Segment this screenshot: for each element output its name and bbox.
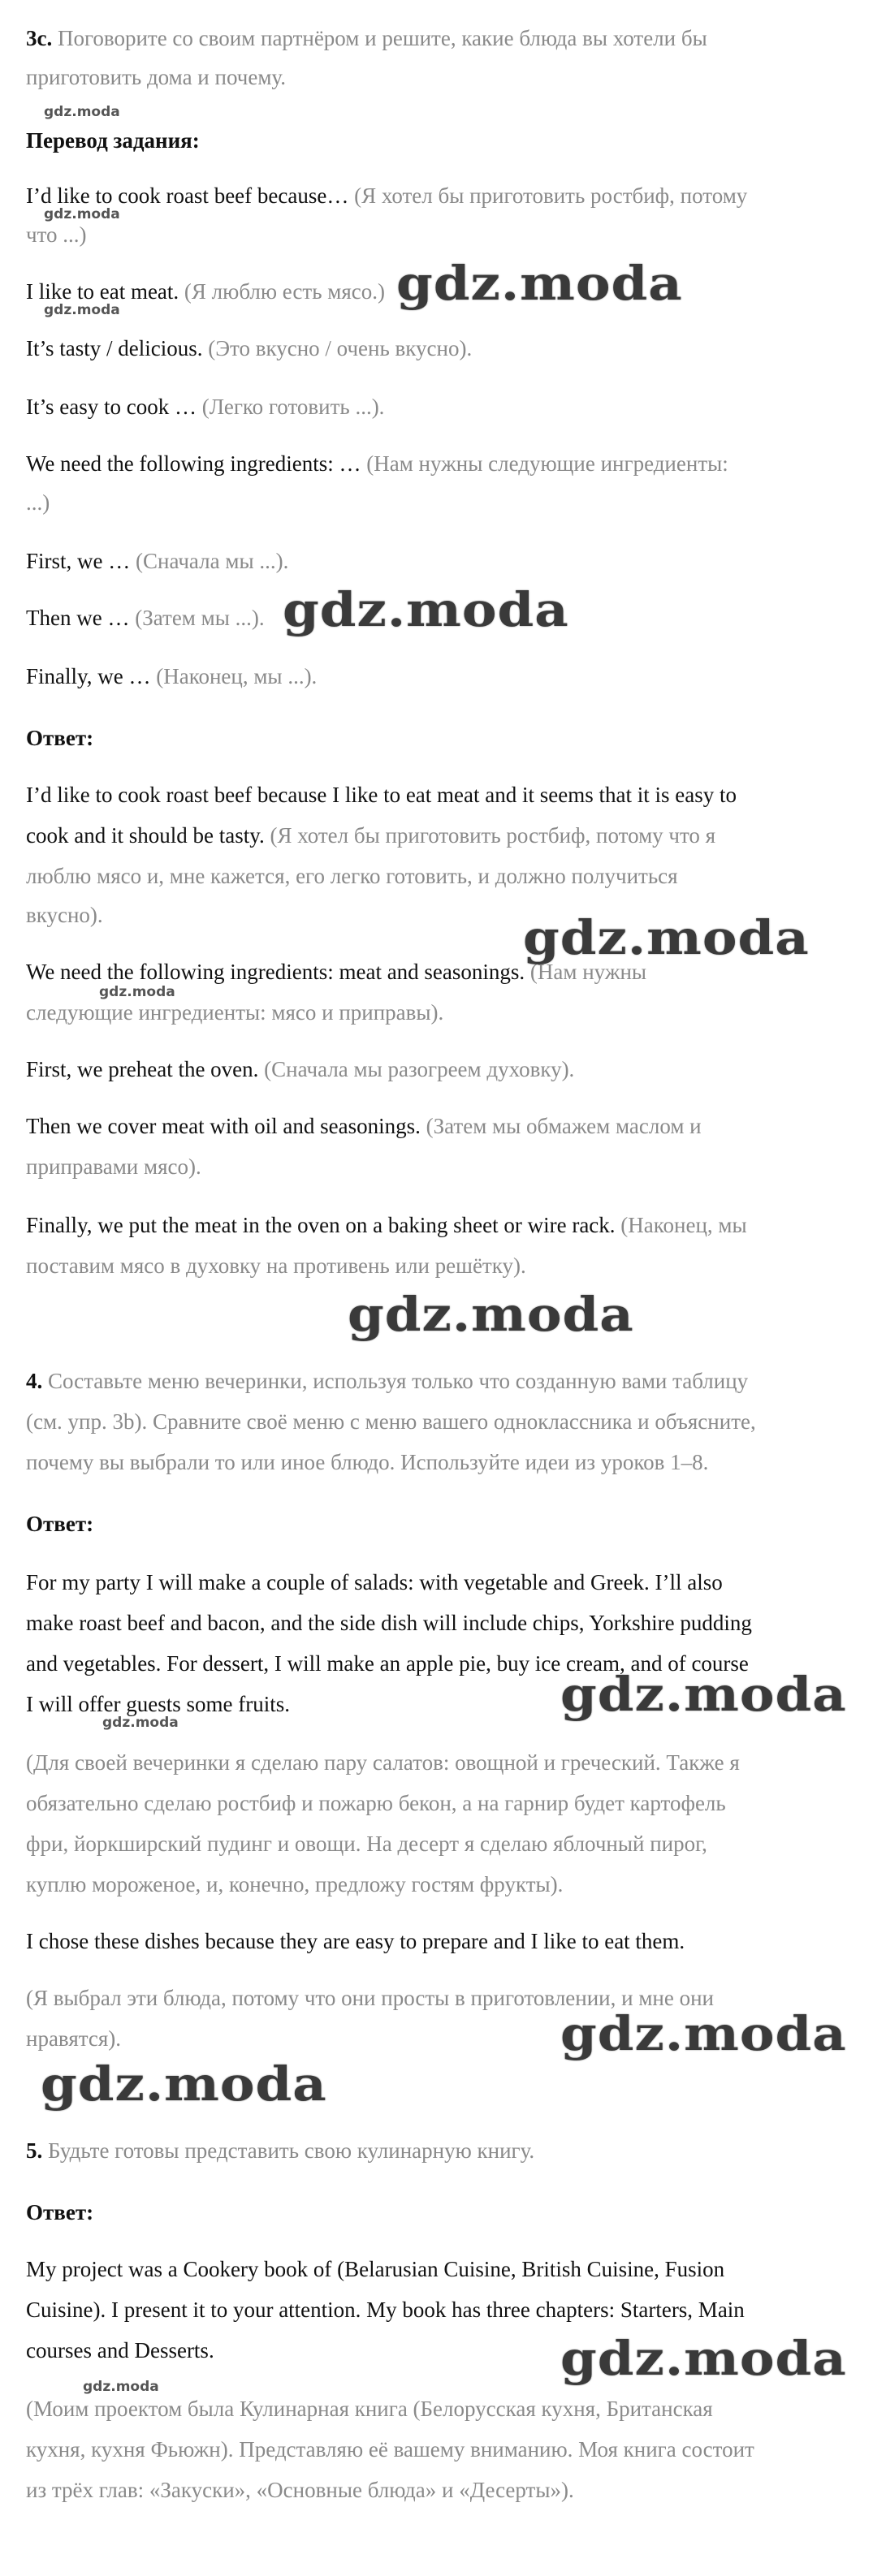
- phrase-en: Finally, we …: [26, 664, 151, 688]
- phrase-ru: (Затем мы ...).: [135, 606, 265, 630]
- phrase-en: It’s easy to cook …: [26, 395, 197, 419]
- answer-ru: куплю мороженое, и, конечно, предложу гостям фрукты).: [26, 1872, 564, 1896]
- task-text: приготовить дома и почему.: [26, 65, 286, 89]
- task-number: 5.: [26, 2138, 43, 2163]
- answer-ru: следующие ингредиенты: мясо и приправы).: [26, 1000, 444, 1025]
- phrase-line: [26, 604, 265, 632]
- answer-line: and vegetables. For dessert, I will make an apple pie, buy ice cream, and of course: [26, 1651, 749, 1676]
- phrase-ru: (Сначала мы ...).: [136, 549, 289, 573]
- phrase-line: [26, 334, 472, 362]
- watermark: gdz.moda: [41, 2056, 327, 2112]
- answer-ru: обязательно сделаю ростбиф и пожарю бекон, а на гарнир будет картофель: [26, 1791, 726, 1815]
- answer-line: My project was a Cookery book of (Belarusian Cuisine, British Cuisine, Fusion: [26, 2257, 725, 2281]
- phrase-line: [26, 393, 384, 421]
- phrase-ru: (Это вкусно / очень вкусно).: [208, 336, 473, 360]
- answer-line: [26, 1211, 747, 1239]
- task-text: (см. упр. 3b). Сравните своё меню с меню вашего одноклассника и объясните,: [26, 1409, 756, 1434]
- watermark-small: gdz.moda: [44, 206, 120, 222]
- answer-ru: (Наконец, мы: [620, 1213, 747, 1237]
- answer-heading: Ответ:: [26, 726, 94, 750]
- watermark: gdz.moda: [560, 2006, 847, 2062]
- answer-line: For my party I will make a couple of salads: with vegetable and Greek. I’ll also: [26, 1570, 723, 1594]
- phrase-en: We need the following ingredients: …: [26, 451, 361, 476]
- answer-ru: (Нам нужны: [529, 960, 647, 984]
- answer-line: [26, 822, 715, 849]
- answer-ru: приправами мясо).: [26, 1154, 201, 1179]
- watermark-small: gdz.moda: [83, 2379, 159, 2395]
- watermark: gdz.moda: [560, 2331, 847, 2387]
- answer-en: First, we preheat the oven.: [26, 1057, 259, 1081]
- task-5-line: [26, 2137, 534, 2164]
- answer-line: I’d like to cook roast beef because I like to eat meat and it seems that it is easy to: [26, 783, 737, 807]
- watermark-small: gdz.moda: [44, 302, 120, 318]
- answer-heading: Ответ:: [26, 2200, 94, 2224]
- answer-ru: из трёх глав: «Закуски», «Основные блюда» и «Десерты»).: [26, 2478, 574, 2502]
- answer-en: cook and it should be tasty.: [26, 823, 265, 848]
- phrase-line: [26, 662, 317, 690]
- answer-line: I will offer guests some fruits.: [26, 1692, 290, 1716]
- task-text: Составьте меню вечеринки, используя только что созданную вами таблицу: [48, 1369, 749, 1393]
- task-number: 3c.: [26, 26, 53, 50]
- phrase-en: First, we …: [26, 549, 131, 573]
- phrase-ru-cont: что ...): [26, 222, 87, 247]
- answer-ru: фри, йоркширский пудинг и овощи. На десерт я сделаю яблочный пирог,: [26, 1832, 707, 1856]
- watermark-small: gdz.moda: [99, 984, 175, 1000]
- answer-line: I chose these dishes because they are easy to prepare and I like to eat them.: [26, 1929, 685, 1953]
- task-4-line: [26, 1367, 748, 1395]
- task-text: Поговорите со своим партнёром и решите, какие блюда вы хотели бы: [57, 26, 707, 50]
- watermark: gdz.moda: [283, 582, 569, 638]
- watermark: gdz.moda: [523, 910, 810, 966]
- answer-en: We need the following ingredients: meat and seasonings.: [26, 960, 525, 984]
- answer-ru: (Я хотел бы приготовить ростбиф, потому что я: [270, 823, 716, 848]
- phrase-ru: (Легко готовить ...).: [201, 395, 385, 419]
- answer-ru: вкусно).: [26, 903, 103, 927]
- phrase-ru: (Нам нужны следующие ингредиенты:: [366, 451, 728, 476]
- watermark-small: gdz.moda: [102, 1715, 179, 1731]
- phrase-line: [26, 182, 747, 209]
- translation-heading: Перевод задания:: [26, 128, 200, 153]
- phrase-ru: (Я люблю есть мясо.): [184, 279, 386, 304]
- watermark: gdz.moda: [560, 1667, 847, 1723]
- watermark-small: gdz.moda: [44, 104, 120, 120]
- watermark: gdz.moda: [348, 1287, 634, 1343]
- task-number: 4.: [26, 1369, 43, 1393]
- answer-ru: нравятся).: [26, 2026, 122, 2051]
- answer-ru: (Сначала мы разогреем духовку).: [264, 1057, 575, 1081]
- phrase-ru: (Я хотел бы приготовить ростбиф, потому: [354, 183, 748, 208]
- phrase-en: It’s tasty / delicious.: [26, 336, 203, 360]
- answer-ru: (Моим проектом была Кулинарная книга (Белорусская кухня, Британская: [26, 2397, 713, 2421]
- answer-ru: люблю мясо и, мне кажется, его легко готовить, и должно получиться: [26, 864, 678, 888]
- phrase-line: [26, 450, 728, 477]
- task-text: почему вы выбрали то или иное блюдо. Используйте идеи из уроков 1–8.: [26, 1450, 709, 1474]
- phrase-line: [26, 547, 288, 575]
- answer-ru: (Затем мы обмажем маслом и: [426, 1114, 702, 1138]
- phrase-en: Then we …: [26, 606, 130, 630]
- phrase-ru: (Наконец, мы ...).: [156, 664, 318, 688]
- answer-en: Finally, we put the meat in the oven on a baking sheet or wire rack.: [26, 1213, 616, 1237]
- answer-ru: поставим мясо в духовку на противень или решётку).: [26, 1253, 526, 1278]
- phrase-line: [26, 278, 385, 305]
- answer-line: make roast beef and bacon, and the side dish will include chips, Yorkshire pudding: [26, 1611, 752, 1635]
- phrase-en: I like to eat meat.: [26, 279, 179, 304]
- task-text: Будьте готовы представить свою кулинарную книгу.: [48, 2138, 535, 2163]
- answer-ru: (Для своей вечеринки я сделаю пару салатов: овощной и греческий. Также я: [26, 1750, 740, 1775]
- answer-line: courses and Desserts.: [26, 2338, 214, 2362]
- phrase-en: I’d like to cook roast beef because…: [26, 183, 349, 208]
- answer-line: [26, 1055, 574, 1083]
- watermark: gdz.moda: [396, 256, 683, 312]
- answer-line: [26, 1112, 702, 1140]
- answer-line: Cuisine). I present it to your attention. My book has three chapters: Starters, Main: [26, 2298, 745, 2322]
- phrase-ru-cont: ...): [26, 490, 50, 515]
- answer-en: Then we cover meat with oil and seasonings.: [26, 1114, 421, 1138]
- answer-ru: кухня, кухня Фьюжн). Представляю её вашему вниманию. Моя книга состоит: [26, 2437, 754, 2462]
- answer-ru: (Я выбрал эти блюда, потому что они просты в приготовлении, и мне они: [26, 1986, 714, 2010]
- task-3c-line: [26, 24, 707, 52]
- answer-heading: Ответ:: [26, 1512, 94, 1536]
